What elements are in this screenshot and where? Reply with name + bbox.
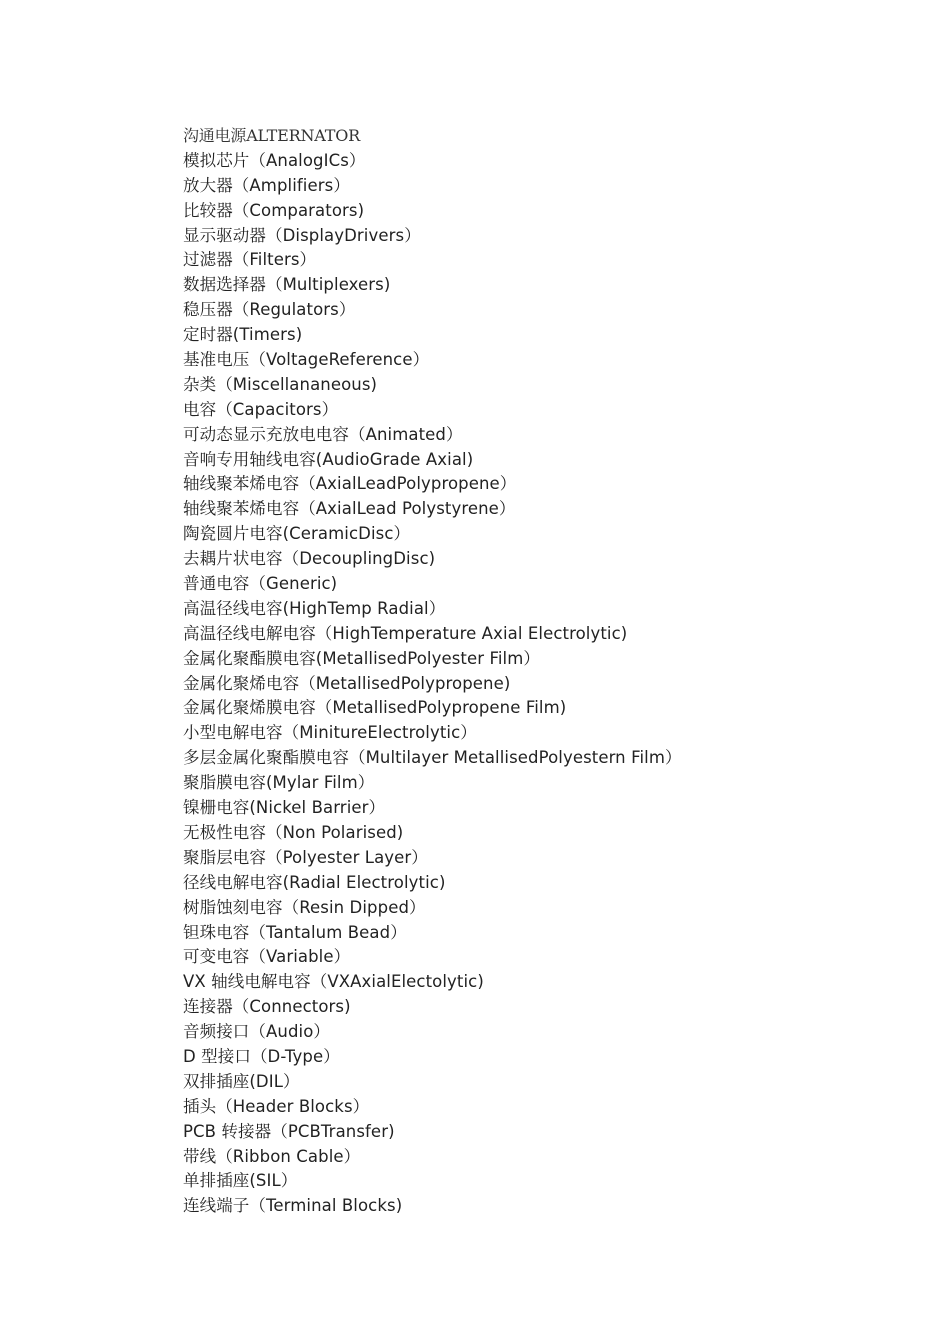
text-line: 带线（Ribbon Cable） — [183, 1146, 361, 1166]
text-line: 显示驱动器（DisplayDrivers） — [183, 225, 421, 245]
document-body — [183, 124, 903, 1219]
text-line: 无极性电容（Non Polarised) — [183, 822, 404, 842]
text-line: 径线电解电容(Radial Electrolytic) — [183, 872, 446, 892]
text-line: 可动态显示充放电电容（Animated） — [183, 424, 463, 444]
text-line: VX 轴线电解电容（VXAxialElectolytic) — [183, 972, 484, 992]
text-line: 陶瓷圆片电容(CeramicDisc） — [183, 524, 411, 544]
text-line: 连线端子（Terminal Blocks) — [183, 1196, 403, 1216]
text-line: 可变电容（Variable） — [183, 947, 351, 967]
text-line: 杂类（Miscellananeous) — [183, 374, 378, 394]
text-line: 过滤器（Filters） — [183, 250, 317, 270]
text-line: 基准电压（VoltageReference） — [183, 350, 430, 370]
text-line: 音频接口（Audio） — [183, 1022, 330, 1042]
text-line: 聚脂膜电容(Mylar Film） — [183, 773, 375, 793]
text-line: 定时器(Timers) — [183, 325, 303, 345]
text-line: 放大器（Amplifiers） — [183, 175, 350, 195]
text-line: 沟通电源ALTERNATOR — [183, 126, 360, 145]
text-line: 金属化聚烯电容（MetallisedPolypropene) — [183, 673, 511, 693]
text-line: 轴线聚苯烯电容（AxialLeadPolypropene） — [183, 474, 517, 494]
text-line: 连接器（Connectors) — [183, 997, 351, 1017]
text-line: D 型接口（D-Type） — [183, 1046, 340, 1066]
text-line: 去耦片状电容（DecouplingDisc) — [183, 549, 436, 569]
text-line: PCB 转接器（PCBTransfer) — [183, 1121, 395, 1141]
text-line: 单排插座(SIL） — [183, 1171, 298, 1191]
text-line: 模拟芯片（AnalogICs） — [183, 150, 366, 170]
text-line: 高温径线电容(HighTemp Radial） — [183, 598, 446, 618]
text-line: 金属化聚烯膜电容（MetallisedPolypropene Film) — [183, 698, 567, 718]
text-line: 电容（Capacitors） — [183, 399, 339, 419]
text-line: 普通电容（Generic) — [183, 574, 338, 594]
text-line: 树脂蚀刻电容（Resin Dipped） — [183, 897, 426, 917]
text-line: 多层金属化聚酯膜电容（Multilayer MetallisedPolyestern Film） — [183, 748, 682, 768]
text-line: 插头（Header Blocks） — [183, 1096, 370, 1116]
text-line: 钽珠电容（Tantalum Bead） — [183, 922, 407, 942]
text-line: 金属化聚酯膜电容(MetallisedPolyester Film） — [183, 648, 541, 668]
text-line: 高温径线电解电容（HighTemperature Axial Electrolytic) — [183, 623, 628, 643]
text-line: 音响专用轴线电容(AudioGrade Axial) — [183, 449, 474, 469]
text-line: 数据选择器（Multiplexers) — [183, 275, 391, 295]
text-line: 小型电解电容（MinitureElectrolytic） — [183, 723, 477, 743]
text-line: 镍栅电容(Nickel Barrier） — [183, 798, 386, 818]
text-line: 稳压器（Regulators） — [183, 300, 356, 320]
text-line: 比较器（Comparators) — [183, 200, 365, 220]
text-line: 轴线聚苯烯电容（AxialLead Polystyrene） — [183, 499, 516, 519]
text-line: 双排插座(DIL） — [183, 1071, 300, 1091]
text-line: 聚脂层电容（Polyester Layer） — [183, 847, 428, 867]
